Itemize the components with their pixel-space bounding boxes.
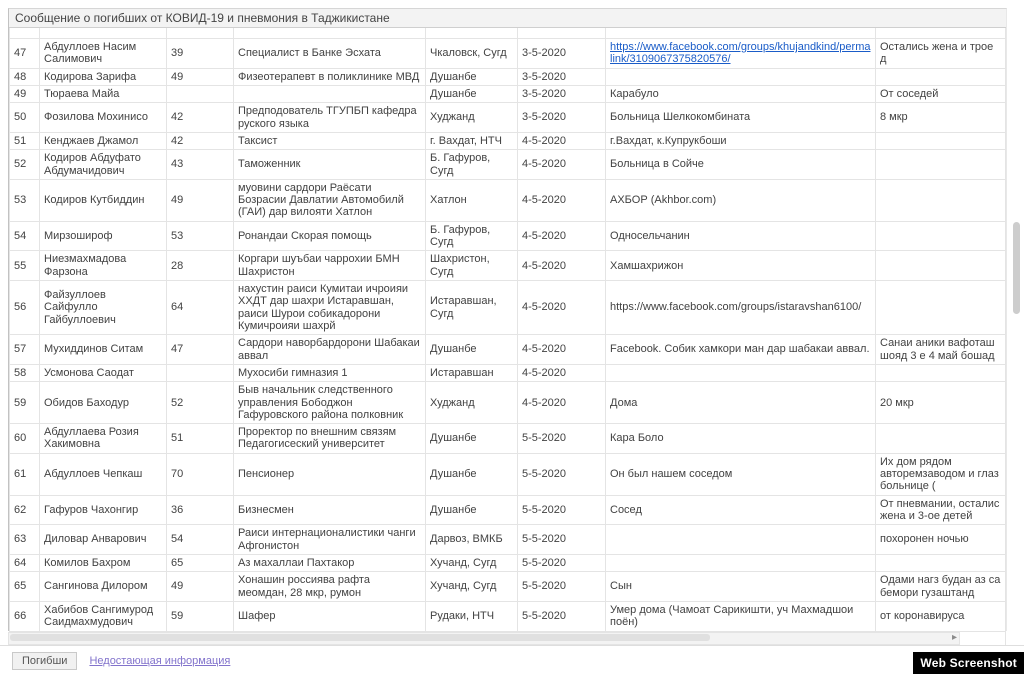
table-row xyxy=(10,281,1006,335)
cell-date: 3-5-2020 xyxy=(518,85,606,102)
cell-name: Файзуллоев Сайфулло Гайбуллоевич xyxy=(40,281,167,335)
table-row xyxy=(10,554,1006,571)
cell-occupation: Быв начальник следственного управления Бободжон Гафуровского района полковник xyxy=(234,382,426,424)
cell-source: Facebook. Собик хамкори ман дар шабакаи аввал. xyxy=(606,335,876,365)
sheet-title: Сообщение о погибших от КОВИД-19 и пневмония в Таджикистане xyxy=(9,9,1006,28)
cell-age xyxy=(167,85,234,102)
cell-num: 53 xyxy=(10,179,40,221)
cell-num: 55 xyxy=(10,251,40,281)
cell-age: 53 xyxy=(167,221,234,251)
cell-name: Мирзошироф xyxy=(40,221,167,251)
cell-occupation: Хонашин россиява рафта меомдан, 28 мкр, румон xyxy=(234,572,426,602)
cell-age: 54 xyxy=(167,525,234,555)
cell-date: 4-5-2020 xyxy=(518,382,606,424)
cell-age: 59 xyxy=(167,601,234,631)
cell-name: Абдуллоев Чепкаш xyxy=(40,453,167,495)
cell-notes xyxy=(876,364,1006,381)
cell-source: https://www.facebook.com/groups/istaravshan6100/ xyxy=(606,281,876,335)
table-row xyxy=(10,179,1006,221)
cell-date: 4-5-2020 xyxy=(518,179,606,221)
cell-name: Кодиров Абдуфато Абдумачидович xyxy=(40,150,167,180)
cell-date: 5-5-2020 xyxy=(518,572,606,602)
cell-source: Сын xyxy=(606,572,876,602)
cell-source xyxy=(606,28,876,39)
cell-source xyxy=(606,525,876,555)
cell-age: 70 xyxy=(167,453,234,495)
cell-notes: Их дом рядом авторемзаводом и глаз больнице ( xyxy=(876,453,1006,495)
cell-occupation: Сардори наворбардорони Шабакаи аввал xyxy=(234,335,426,365)
cell-name: Сангинова Дилором xyxy=(40,572,167,602)
table-row xyxy=(10,424,1006,454)
cell-age: 28 xyxy=(167,251,234,281)
cell-location: Душанбе xyxy=(426,453,518,495)
cell-age: 42 xyxy=(167,103,234,133)
cell-notes xyxy=(876,179,1006,221)
cell-location: Б. Гафуров, Сугд xyxy=(426,150,518,180)
scroll-right-arrow-icon[interactable]: ▸ xyxy=(951,632,957,643)
cell-date: 4-5-2020 xyxy=(518,132,606,149)
cell-notes xyxy=(876,28,1006,39)
cell-location: Истаравшан xyxy=(426,364,518,381)
cell-notes xyxy=(876,68,1006,85)
sheet-container xyxy=(8,8,1007,631)
table-row xyxy=(10,150,1006,180)
vertical-scrollbar-thumb[interactable] xyxy=(1013,222,1020,314)
tab-link-missing-info[interactable]: Недостающая информация xyxy=(89,654,231,667)
cell-name: Гафуров Чахонгир xyxy=(40,495,167,525)
cell-num: 57 xyxy=(10,335,40,365)
source-link[interactable]: https://www.facebook.com/groups/khujandkind/permalink/3109067375820576/ xyxy=(610,41,871,66)
cell-occupation: Аз махаллаи Пахтакор xyxy=(234,554,426,571)
table-row xyxy=(10,251,1006,281)
cell-notes: от коронавируса xyxy=(876,601,1006,631)
cell-occupation: Ронандаи Скорая помощь xyxy=(234,221,426,251)
cell-num: 60 xyxy=(10,424,40,454)
cell-age: 47 xyxy=(167,335,234,365)
cell-location xyxy=(426,28,518,39)
cell-occupation: нахустин раиси Кумитаи ичроияи ХХДТ дар шахри Истаравшан, раиси Шурои собикадорони Кумичроияи шахрй xyxy=(234,281,426,335)
cell-occupation: Шафер xyxy=(234,601,426,631)
cell-occupation: Раиси интернационалистики чанги Афгонистон xyxy=(234,525,426,555)
cell-notes xyxy=(876,221,1006,251)
cell-location: Худжанд xyxy=(426,103,518,133)
table-row xyxy=(10,221,1006,251)
table-row xyxy=(10,364,1006,381)
cell-age xyxy=(167,28,234,39)
cell-source xyxy=(606,39,876,69)
cell-age: 49 xyxy=(167,572,234,602)
cell-num: 63 xyxy=(10,525,40,555)
table-body xyxy=(10,28,1006,648)
cell-date: 5-5-2020 xyxy=(518,495,606,525)
cell-location: Худжанд xyxy=(426,382,518,424)
cell-occupation: Бизнесмен xyxy=(234,495,426,525)
cell-location: Чкаловск, Сугд xyxy=(426,39,518,69)
cell-location: Б. Гафуров, Сугд xyxy=(426,221,518,251)
cell-location: Хучанд, Сугд xyxy=(426,572,518,602)
tab-pogibshi[interactable]: Погибши xyxy=(12,652,77,670)
cell-source: Односельчанин xyxy=(606,221,876,251)
cell-num: 61 xyxy=(10,453,40,495)
cell-occupation xyxy=(234,85,426,102)
cell-num: 49 xyxy=(10,85,40,102)
cell-notes: Остались жена и трое д xyxy=(876,39,1006,69)
table-row xyxy=(10,335,1006,365)
cell-notes: похоронен ночью xyxy=(876,525,1006,555)
cell-notes: От пневмании, осталис жена и 3-ое детей xyxy=(876,495,1006,525)
cell-age: 36 xyxy=(167,495,234,525)
cell-source xyxy=(606,364,876,381)
cell-location: Дарвоз, ВМКБ xyxy=(426,525,518,555)
cell-occupation: Предподователь ТГУПБП кафедра руского языка xyxy=(234,103,426,133)
cell-num: 48 xyxy=(10,68,40,85)
cell-age: 42 xyxy=(167,132,234,149)
cell-name: Абдуллаева Розия Хакимовна xyxy=(40,424,167,454)
table-row xyxy=(10,525,1006,555)
cell-source xyxy=(606,68,876,85)
cell-location: Душанбе xyxy=(426,335,518,365)
cell-source: Больница в Сойче xyxy=(606,150,876,180)
cell-num: 65 xyxy=(10,572,40,602)
cell-date: 5-5-2020 xyxy=(518,424,606,454)
cell-source: АХБОР (Akhbor.com) xyxy=(606,179,876,221)
cell-date: 5-5-2020 xyxy=(518,554,606,571)
cell-location: Душанбе xyxy=(426,68,518,85)
cell-source: Больница Шелкокомбината xyxy=(606,103,876,133)
cell-name: Кенджаев Джамол xyxy=(40,132,167,149)
cell-num: 47 xyxy=(10,39,40,69)
cell-num: 51 xyxy=(10,132,40,149)
cell-source: Умер дома (Чамоат Сарикишти, уч Махмадшои поён) xyxy=(606,601,876,631)
cell-age: 52 xyxy=(167,382,234,424)
cell-occupation: Проректор по внешним связям Педагогисеский университет xyxy=(234,424,426,454)
cell-location: Рудаки, НТЧ xyxy=(426,601,518,631)
cell-age: 64 xyxy=(167,281,234,335)
cell-source xyxy=(606,554,876,571)
cell-name: Мухиддинов Ситам xyxy=(40,335,167,365)
cell-occupation: Коргари шуъбаи чаррохии БМН Шахристон xyxy=(234,251,426,281)
cell-location: Истаравшан, Сугд xyxy=(426,281,518,335)
cell-date: 5-5-2020 xyxy=(518,453,606,495)
cell-occupation: Пенсионер xyxy=(234,453,426,495)
cell-name: Диловар Анварович xyxy=(40,525,167,555)
cell-date: 4-5-2020 xyxy=(518,221,606,251)
cell-location: Шахристон, Сугд xyxy=(426,251,518,281)
cell-date: 5-5-2020 xyxy=(518,601,606,631)
cell-notes: Одами нагз будан аз са бемори гузаштанд xyxy=(876,572,1006,602)
table-row xyxy=(10,68,1006,85)
cell-date xyxy=(518,28,606,39)
table-row xyxy=(10,39,1006,69)
cell-name: Фозилова Мохинисо xyxy=(40,103,167,133)
cell-name: Обидов Баходур xyxy=(40,382,167,424)
vertical-scrollbar[interactable] xyxy=(1012,40,1021,620)
cell-notes xyxy=(876,132,1006,149)
cell-date: 4-5-2020 xyxy=(518,251,606,281)
cell-name: Комилов Бахром xyxy=(40,554,167,571)
cell-num: 58 xyxy=(10,364,40,381)
cell-location: Хучанд, Сугд xyxy=(426,554,518,571)
table-row xyxy=(10,382,1006,424)
cell-num: 52 xyxy=(10,150,40,180)
horizontal-scrollbar-thumb[interactable] xyxy=(10,634,710,641)
cell-occupation: Таксист xyxy=(234,132,426,149)
cell-source: Дома xyxy=(606,382,876,424)
cell-age: 43 xyxy=(167,150,234,180)
cell-age: 65 xyxy=(167,554,234,571)
cell-date: 4-5-2020 xyxy=(518,150,606,180)
cell-source: Он был нашем соседом xyxy=(606,453,876,495)
table-row-partial xyxy=(10,28,1006,39)
cell-notes: От соседей xyxy=(876,85,1006,102)
cell-location: г. Вахдат, НТЧ xyxy=(426,132,518,149)
cell-source: Кара Боло xyxy=(606,424,876,454)
cell-notes: 8 мкр xyxy=(876,103,1006,133)
cell-num: 56 xyxy=(10,281,40,335)
cell-notes: Санаи аники вафоташ шояд 3 е 4 май бошад xyxy=(876,335,1006,365)
cell-num xyxy=(10,28,40,39)
cell-num: 66 xyxy=(10,601,40,631)
cell-occupation: Специалист в Банке Эсхата xyxy=(234,39,426,69)
cell-name: Кодирова Зарифа xyxy=(40,68,167,85)
cell-age: 51 xyxy=(167,424,234,454)
cell-num: 62 xyxy=(10,495,40,525)
cell-location: Душанбе xyxy=(426,85,518,102)
cell-location: Душанбе xyxy=(426,424,518,454)
horizontal-scrollbar[interactable] xyxy=(8,632,960,645)
cell-date: 4-5-2020 xyxy=(518,364,606,381)
table-row xyxy=(10,103,1006,133)
table-row xyxy=(10,495,1006,525)
cell-num: 59 xyxy=(10,382,40,424)
cell-name: Тюраева Майа xyxy=(40,85,167,102)
cell-num: 50 xyxy=(10,103,40,133)
cell-date: 3-5-2020 xyxy=(518,39,606,69)
data-table xyxy=(9,28,1006,649)
cell-notes: 20 мкр xyxy=(876,382,1006,424)
cell-occupation: Мухосиби гимназия 1 xyxy=(234,364,426,381)
cell-num: 54 xyxy=(10,221,40,251)
cell-notes xyxy=(876,251,1006,281)
cell-age: 49 xyxy=(167,179,234,221)
table-row xyxy=(10,601,1006,631)
cell-date: 5-5-2020 xyxy=(518,525,606,555)
cell-name: Хабибов Сангимурод Саидмахмудович xyxy=(40,601,167,631)
cell-occupation: Физеотерапевт в поликлинике МВД xyxy=(234,68,426,85)
table-row xyxy=(10,453,1006,495)
cell-occupation xyxy=(234,28,426,39)
cell-age xyxy=(167,364,234,381)
cell-source: Хамшахрижон xyxy=(606,251,876,281)
table-row xyxy=(10,572,1006,602)
table-row xyxy=(10,85,1006,102)
cell-location: Хатлон xyxy=(426,179,518,221)
cell-name: Абдуллоев Насим Салимович xyxy=(40,39,167,69)
cell-age: 39 xyxy=(167,39,234,69)
cell-date: 4-5-2020 xyxy=(518,281,606,335)
table-row xyxy=(10,132,1006,149)
cell-occupation: муовини сардори Раёсати Бозрасии Давлатии Автомобилй (ГАИ) дар вилояти Хатлон xyxy=(234,179,426,221)
cell-source: Карабуло xyxy=(606,85,876,102)
watermark-badge: Web Screenshot xyxy=(913,652,1024,674)
cell-age: 49 xyxy=(167,68,234,85)
cell-notes xyxy=(876,554,1006,571)
cell-name: Усмонова Саодат xyxy=(40,364,167,381)
cell-occupation: Таможенник xyxy=(234,150,426,180)
cell-name: Ниезмахмадова Фарзона xyxy=(40,251,167,281)
sheet-tab-bar xyxy=(0,645,1024,675)
cell-notes xyxy=(876,424,1006,454)
cell-notes xyxy=(876,281,1006,335)
cell-source: г.Вахдат, к.Купрукбоши xyxy=(606,132,876,149)
cell-source: Сосед xyxy=(606,495,876,525)
cell-date: 3-5-2020 xyxy=(518,103,606,133)
cell-date: 4-5-2020 xyxy=(518,335,606,365)
cell-name xyxy=(40,28,167,39)
cell-num: 64 xyxy=(10,554,40,571)
cell-date: 3-5-2020 xyxy=(518,68,606,85)
cell-name: Кодиров Кутбиддин xyxy=(40,179,167,221)
cell-location: Душанбе xyxy=(426,495,518,525)
cell-notes xyxy=(876,150,1006,180)
